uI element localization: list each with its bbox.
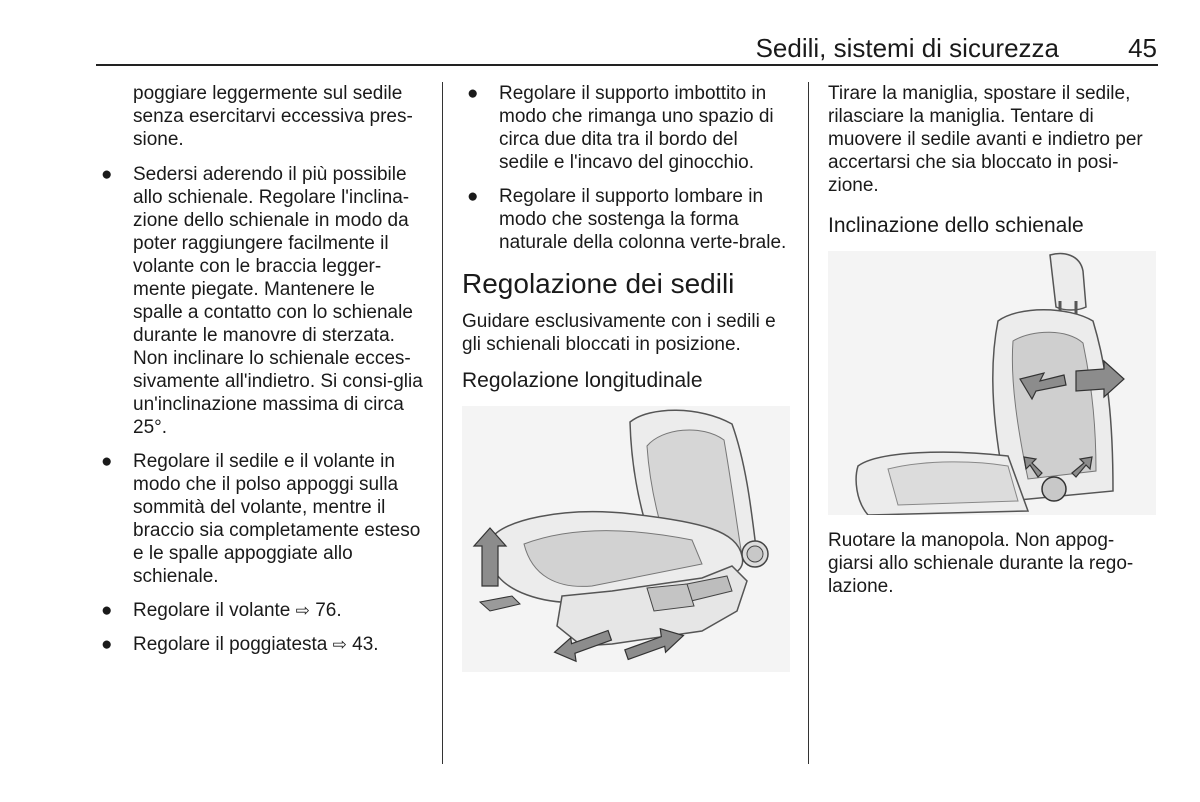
list-item bbox=[462, 185, 792, 254]
bullet-icon: ● bbox=[467, 186, 479, 207]
continuation-text: poggiare leggermente sul sedile senza esercitarvi eccessiva pres-sione. bbox=[133, 83, 413, 150]
page-reference-arrow-icon: ⇨ bbox=[332, 635, 347, 654]
intro-text: Tirare la maniglia, spostare il sedile, rilasciare la maniglia. Tentare di muovere il sedile avanti e indietro per accertarsi che sia bloccato in posi-zione. bbox=[828, 83, 1143, 196]
page-reference-arrow-icon: ⇨ bbox=[295, 601, 310, 620]
list-item bbox=[96, 450, 426, 588]
header-rule bbox=[96, 64, 1158, 66]
list-item bbox=[96, 599, 426, 622]
backrest-recline-figure bbox=[828, 251, 1156, 515]
page-header-title: Sedili, sistemi di sicurezza bbox=[755, 33, 1059, 63]
section-title: Regolazione dei sedili bbox=[462, 268, 735, 299]
column-divider-1 bbox=[442, 82, 443, 764]
bullet-icon: ● bbox=[101, 451, 113, 472]
list-item-text: Regolare il poggiatesta bbox=[133, 634, 328, 655]
bullet-list-2 bbox=[462, 82, 792, 254]
seat-longitudinal-figure bbox=[462, 406, 790, 672]
column-divider-2 bbox=[808, 82, 809, 764]
list-item-text: Regolare il supporto imbottito in modo che rimanga uno spazio di circa due dita tra il bordo del sedile e l'incavo del ginocchio. bbox=[499, 83, 774, 173]
page-reference-link[interactable]: 43. bbox=[352, 634, 379, 655]
subheading-recline: Inclinazione dello schienale bbox=[828, 214, 1084, 237]
figure-caption: Ruotare la manopola. Non appog-giarsi allo schienale durante la rego-lazione. bbox=[828, 530, 1134, 597]
section-text: Guidare esclusivamente con i sedili e gli schienali bloccati in posizione. bbox=[462, 311, 776, 355]
bullet-icon: ● bbox=[467, 83, 479, 104]
column-1 bbox=[96, 82, 426, 667]
list-item-text: Regolare il sedile e il volante in modo che il polso appoggi sulla sommità del volante, mentre il braccio sia completamente esteso e le spalle appoggiate allo schienale. bbox=[133, 451, 421, 587]
subheading-longitudinal: Regolazione longitudinale bbox=[462, 369, 703, 392]
list-item-text: Regolare il supporto lombare in modo che sostenga la forma naturale della colonna verte-brale. bbox=[499, 186, 787, 253]
list-item-text: Regolare il volante bbox=[133, 600, 291, 621]
page-number: 45 bbox=[1128, 33, 1157, 63]
bullet-icon: ● bbox=[101, 634, 113, 655]
column-2 bbox=[462, 82, 792, 672]
column-3 bbox=[828, 82, 1158, 610]
list-item bbox=[96, 163, 426, 439]
list-item bbox=[462, 82, 792, 174]
bullet-icon: ● bbox=[101, 164, 113, 185]
bullet-list-1 bbox=[96, 163, 426, 656]
list-item bbox=[96, 633, 426, 656]
bullet-icon: ● bbox=[101, 600, 113, 621]
page-reference-link[interactable]: 76. bbox=[315, 600, 342, 621]
list-item-text: Sedersi aderendo il più possibile allo schienale. Regolare l'inclina-zione dello schienale in modo da poter raggiungere facilmente il volante con le braccia legger-mente piegate. Mantenere le spalle a contatto con lo schienale durante le manovre di sterzata. Non inclinare lo schienale ecces-sivamente all'indietro. Si consi-glia un'inclinazione massima di circa 25°. bbox=[133, 164, 423, 438]
